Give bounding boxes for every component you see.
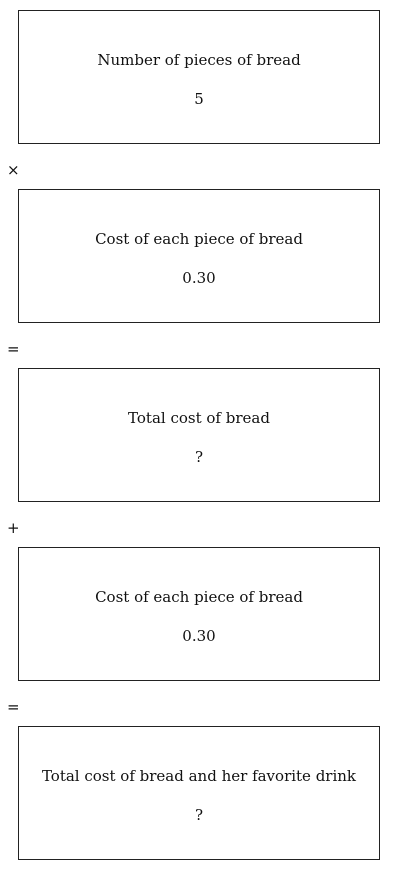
bread-unit-cost-box [18,189,380,323]
box-label: Total cost of bread [128,409,270,427]
box-label: Number of pieces of bread [97,51,301,69]
box-label: Total cost of bread and her favorite drink [41,767,357,785]
box-label: Cost of each piece of bread [95,588,303,606]
box-value: ? [194,806,204,824]
plus-operator: + [7,519,20,537]
box-label: Cost of each piece of bread [95,230,303,248]
box-value: 0.30 [182,627,216,645]
bread-total-cost-box [18,368,380,502]
bread-count-box [18,10,380,144]
equals-operator-2: = [7,698,20,716]
multiply-operator: × [7,161,20,179]
box-value: ? [194,448,204,466]
bread-unit-cost-box-2 [18,547,380,681]
equals-operator: = [7,340,20,358]
box-value: 0.30 [182,269,216,287]
box-value: 5 [194,90,204,108]
grand-total-box [18,726,380,860]
